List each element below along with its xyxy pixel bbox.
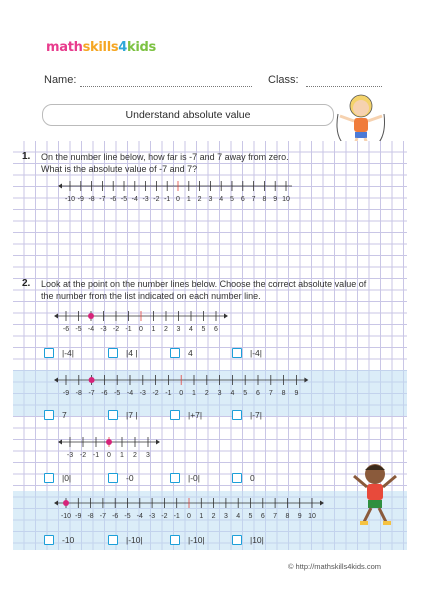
option-text: |10| (250, 535, 264, 545)
tick-label: -4 (87, 326, 95, 333)
tick-label: 9 (297, 513, 302, 520)
answer-option[interactable] (232, 535, 264, 545)
class-label: Class: (268, 74, 299, 86)
worksheet-title-text: Understand absolute value (125, 109, 251, 121)
tick-label: 0 (187, 513, 191, 520)
left-arrow-icon (54, 314, 58, 319)
marked-point (63, 500, 69, 506)
tick-label: 7 (251, 196, 256, 203)
number-line-q1 (56, 176, 292, 206)
tick-label: -2 (153, 196, 160, 203)
tick-label: -1 (165, 390, 172, 397)
option-text: |-10| (126, 535, 143, 545)
question-2-line-1: Look at the point on the number lines below. Choose the correct absolute value of (41, 279, 367, 289)
right-arrow-icon (304, 378, 308, 383)
tick-label: 10 (282, 196, 290, 203)
checkbox[interactable] (232, 348, 242, 358)
tick-label: 5 (243, 390, 248, 397)
tick-label: -4 (126, 390, 134, 397)
logo-part: kids (127, 40, 156, 55)
checkbox[interactable] (44, 348, 54, 358)
tick-label: -4 (136, 513, 143, 520)
tick-label: -5 (75, 326, 82, 333)
tick-label: -8 (88, 196, 95, 203)
answer-option[interactable] (108, 348, 138, 358)
answer-option[interactable] (170, 410, 202, 420)
tick-label: -10 (64, 196, 76, 203)
option-text: |-4| (250, 348, 262, 358)
tick-label: 6 (214, 326, 218, 333)
tick-label: -3 (148, 513, 156, 520)
tick-label: 2 (197, 196, 202, 203)
option-text: 0 (250, 473, 255, 483)
tick-label: -7 (99, 513, 107, 520)
option-text: 7 (62, 410, 67, 420)
tick-label: 1 (192, 390, 196, 397)
answer-option[interactable] (232, 348, 262, 358)
tick-label: -10 (60, 513, 72, 520)
answer-option[interactable] (232, 410, 262, 420)
checkbox[interactable] (44, 535, 54, 545)
tick-label: 6 (260, 513, 265, 520)
tick-label: 0 (176, 196, 180, 203)
tick-label: -8 (75, 390, 82, 397)
footer-url: © http://mathskills4kids.com (287, 562, 381, 571)
tick-label: 4 (236, 513, 241, 520)
checkbox[interactable] (232, 410, 242, 420)
tick-label: 1 (151, 326, 156, 333)
number-line-a (52, 306, 232, 336)
tick-label: -1 (164, 196, 171, 203)
tick-label: 2 (164, 326, 168, 333)
tick-label: 7 (268, 390, 273, 397)
left-arrow-icon (54, 378, 58, 383)
name-label: Name: (44, 74, 77, 86)
tick-label: -9 (77, 196, 84, 203)
tick-label: -2 (112, 326, 120, 333)
mathskills4kids-logo (46, 40, 156, 55)
checkbox[interactable] (232, 473, 242, 483)
answer-option[interactable] (232, 473, 255, 483)
tick-label: 3 (208, 196, 213, 203)
question-1-number: 1. (22, 151, 31, 162)
answer-option[interactable] (44, 410, 67, 420)
tick-label: 0 (179, 390, 184, 397)
tick-label: 5 (230, 196, 234, 203)
right-arrow-icon (156, 440, 160, 445)
option-text: -0 (126, 473, 134, 483)
tick-label: -2 (152, 390, 159, 397)
checkbox[interactable] (170, 535, 180, 545)
tick-label: -4 (131, 196, 138, 203)
option-text: |7 | (126, 410, 138, 420)
marked-point (88, 313, 94, 319)
number-line-d (52, 493, 326, 523)
tick-label: 2 (204, 390, 209, 397)
checkbox[interactable] (44, 410, 54, 420)
tick-label: -7 (99, 196, 106, 203)
tick-label: 7 (273, 513, 278, 520)
checkbox[interactable] (108, 535, 118, 545)
tick-label: 8 (281, 390, 286, 397)
answer-option[interactable] (44, 535, 74, 545)
tick-label: -3 (100, 326, 107, 333)
checkbox[interactable] (170, 473, 180, 483)
tick-label: 4 (189, 326, 193, 333)
tick-label: -9 (62, 390, 70, 397)
number-line-b (52, 370, 312, 400)
answer-option[interactable] (170, 535, 205, 545)
tick-label: -6 (112, 513, 119, 520)
tick-label: -9 (75, 513, 82, 520)
answer-option[interactable] (108, 410, 138, 420)
tick-label: 1 (199, 513, 204, 520)
left-arrow-icon (58, 184, 62, 189)
option-text: 4 (188, 348, 193, 358)
tick-label: 2 (211, 513, 216, 520)
question-2-line-2: the number from the list indicated on each number line. (41, 291, 261, 301)
option-text: |-4| (62, 348, 74, 358)
tick-label: -8 (87, 513, 94, 520)
marked-point (89, 377, 95, 383)
tick-label: -6 (101, 390, 108, 397)
option-text: |-7| (250, 410, 262, 420)
checkbox[interactable] (170, 410, 180, 420)
tick-label: 3 (146, 452, 150, 459)
tick-label: -5 (114, 390, 121, 397)
logo-part: 4 (118, 40, 128, 55)
tick-label: -3 (142, 196, 149, 203)
right-arrow-icon (224, 314, 228, 319)
tick-label: 3 (176, 326, 181, 333)
name-field[interactable] (80, 86, 252, 87)
number-line-c (56, 432, 168, 462)
tick-label: 5 (248, 513, 253, 520)
tick-label: -7 (88, 390, 95, 397)
tick-label: -3 (139, 390, 146, 397)
option-text: |-10| (188, 535, 205, 545)
option-text: |+7| (188, 410, 203, 420)
tick-label: 4 (230, 390, 235, 397)
left-arrow-icon (54, 501, 58, 506)
tick-label: -2 (161, 513, 168, 520)
tick-label: -6 (62, 326, 70, 333)
tick-label: -2 (79, 452, 87, 459)
answer-option[interactable] (44, 473, 71, 483)
marked-point (106, 439, 112, 445)
tick-label: 8 (285, 513, 290, 520)
answer-option[interactable] (108, 535, 143, 545)
boy-jumping-illustration (350, 460, 400, 530)
tick-label: -3 (66, 452, 74, 459)
tick-label: -1 (92, 452, 100, 459)
answer-option[interactable] (108, 473, 134, 483)
question-1-line-1: On the number line below, how far is -7 and 7 away from zero. (41, 152, 289, 162)
question-1-line-2: What is the absolute value of -7 and 7? (41, 164, 198, 174)
answer-option[interactable] (170, 473, 200, 483)
tick-label: 6 (256, 390, 260, 397)
tick-label: 6 (240, 196, 245, 203)
checkbox[interactable] (44, 473, 54, 483)
checkbox[interactable] (108, 348, 118, 358)
tick-label: 3 (223, 513, 228, 520)
left-arrow-icon (58, 440, 62, 445)
tick-label: 8 (262, 196, 267, 203)
option-text: |-0| (188, 473, 200, 483)
tick-label: 0 (139, 326, 143, 333)
tick-label: -5 (120, 196, 128, 203)
tick-label: 1 (120, 452, 124, 459)
tick-label: 0 (107, 452, 111, 459)
option-text: -10 (62, 535, 75, 545)
option-text: |0| (62, 473, 72, 483)
answer-option[interactable] (44, 348, 74, 358)
tick-label: -5 (124, 513, 131, 520)
tick-label: -1 (125, 326, 132, 333)
logo-part: math (46, 40, 83, 55)
question-2-number: 2. (22, 278, 31, 289)
worksheet-title (42, 104, 334, 126)
tick-label: 9 (273, 196, 278, 203)
logo-part: skills (82, 40, 119, 55)
option-text: |4 | (126, 348, 138, 358)
tick-label: -1 (173, 513, 180, 520)
tick-label: -6 (110, 196, 117, 203)
tick-label: 2 (133, 452, 137, 459)
answer-option[interactable] (170, 348, 193, 358)
tick-label: 5 (201, 326, 206, 333)
checkbox[interactable] (232, 535, 242, 545)
tick-label: 9 (294, 390, 299, 397)
checkbox[interactable] (108, 473, 118, 483)
checkbox[interactable] (170, 348, 180, 358)
checkbox[interactable] (108, 410, 118, 420)
tick-label: 3 (217, 390, 222, 397)
tick-label: 1 (186, 196, 191, 203)
right-arrow-icon (320, 501, 324, 506)
tick-label: 4 (219, 196, 224, 203)
tick-label: 10 (308, 513, 316, 520)
